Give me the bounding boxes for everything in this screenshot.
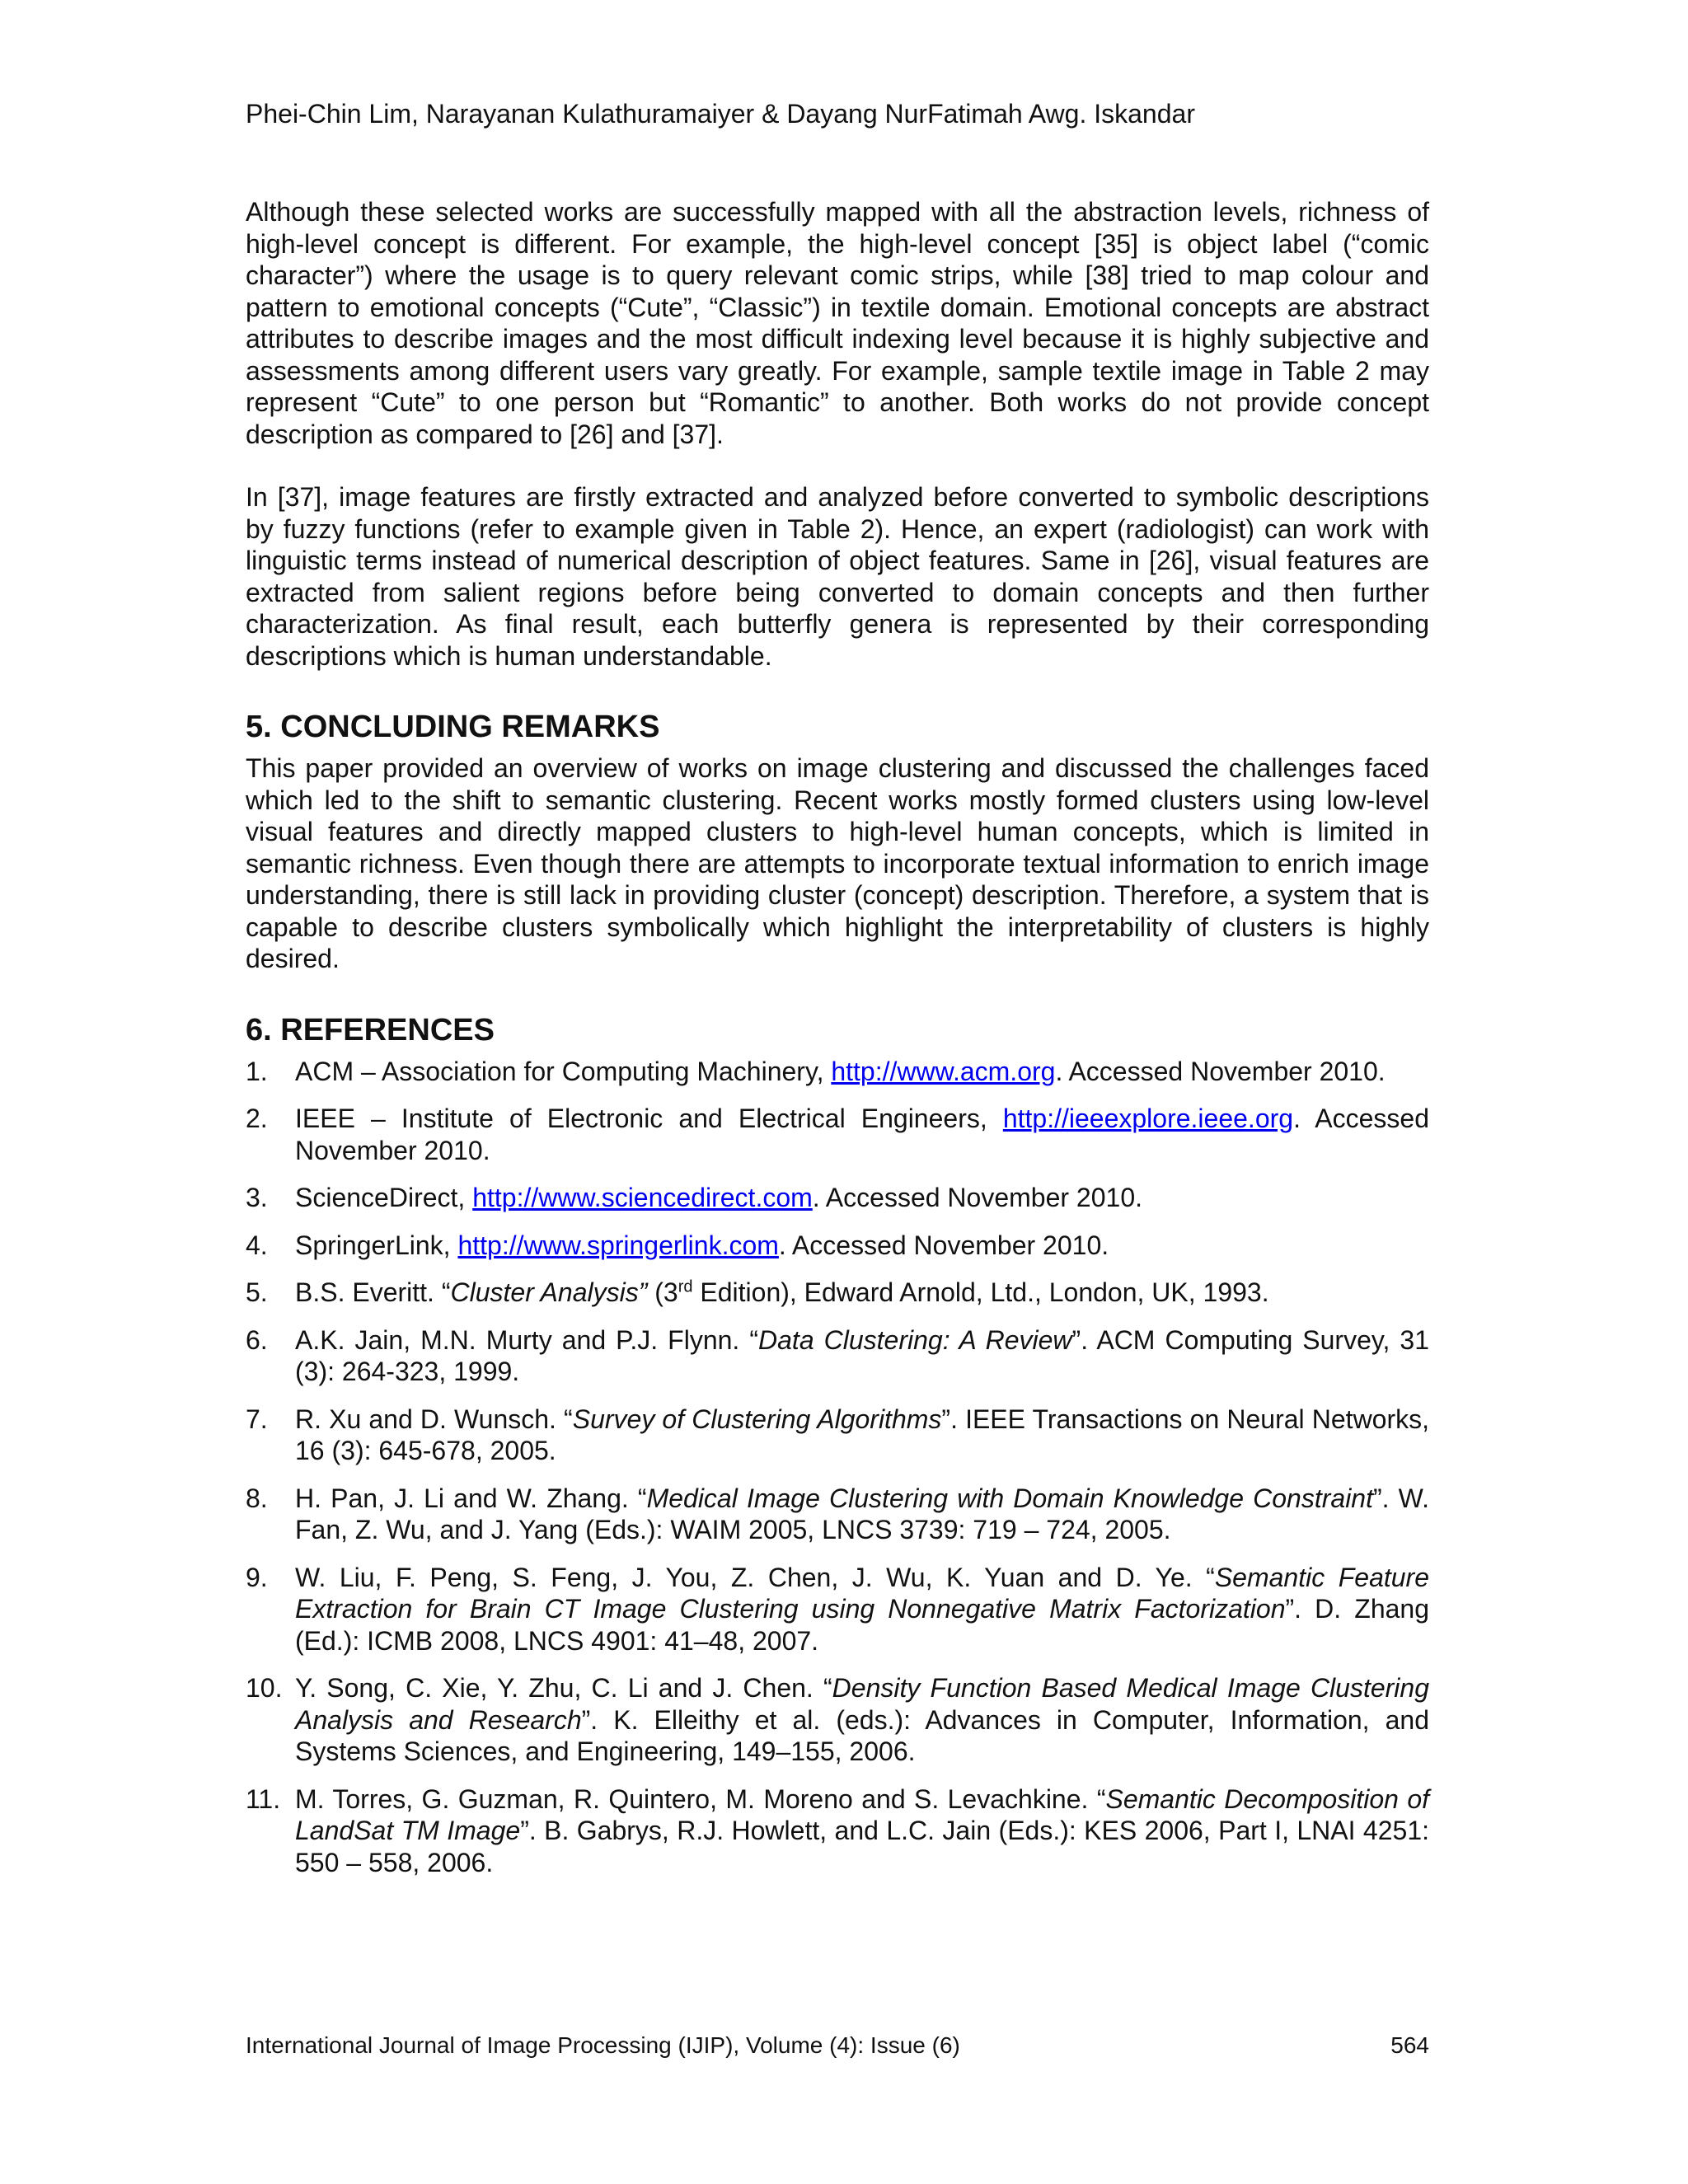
reference-link[interactable]: http://www.sciencedirect.com [472,1183,813,1212]
reference-text: ”. D. Zhang (Ed.): ICMB 2008, LNCS 4901: 41–48, 2007. [295,1594,1430,1656]
reference-text: . Accessed November 2010. [1055,1056,1386,1086]
reference-title: Cluster Analysis” [450,1277,648,1307]
reference-link[interactable]: http://www.springerlink.com [457,1230,779,1260]
reference-title: Semantic Decomposition of LandSat TM Image [295,1783,1430,1845]
reference-text: ”. IEEE Transactions on Neural Networks, 16 (3): 645-678, 2005. [295,1404,1430,1465]
reference-link[interactable]: http://www.acm.org [831,1056,1056,1086]
reference-title: Survey of Clustering Algorithms [572,1404,942,1434]
reference-text: A.K. Jain, M.N. Murty and P.J. Flynn. “ [295,1324,759,1355]
reference-item-4 [246,1230,1429,1262]
reference-item-1 [246,1056,1429,1088]
reference-text: ACM – Association for Computing Machinery, [295,1056,832,1086]
reference-text: H. Pan, J. Li and W. Zhang. “ [295,1483,647,1513]
reference-item-10 [246,1672,1429,1768]
reference-list [246,1056,1429,1879]
section-heading-concluding-remarks: 5. CONCLUDING REMARKS [246,710,660,744]
reference-text: . Accessed November 2010. [778,1230,1109,1260]
reference-text: ”. W. Fan, Z. Wu, and J. Yang (Eds.): WAIM 2005, LNCS 3739: 719 – 724, 2005. [295,1483,1430,1544]
reference-item-3 [246,1182,1429,1214]
reference-number: 1. [246,1056,268,1086]
reference-text: Y. Song, C. Xie, Y. Zhu, C. Li and J. Chen. “ [295,1673,832,1703]
reference-number: 5. [246,1277,268,1307]
reference-item-8 [246,1483,1429,1546]
reference-text: ScienceDirect, [295,1183,473,1212]
page-body [246,196,1429,1894]
reference-number: 11. [246,1783,281,1814]
reference-number: 3. [246,1183,268,1212]
reference-text: M. Torres, G. Guzman, R. Quintero, M. Moreno and S. Levachkine. “ [295,1783,1106,1814]
reference-number: 2. [246,1104,268,1133]
reference-title: Data Clustering: A Review [758,1324,1072,1355]
reference-text: SpringerLink, [295,1230,458,1260]
superscript: rd [678,1277,693,1296]
reference-item-9 [246,1562,1429,1657]
concluding-remarks-paragraph: This paper provided an overview of works on image clustering and discussed the challenges faced which led to the shift to semantic clustering. Recent works mostly formed clusters using low-level visual features and directly mapped clusters to high-level human concepts, which is limited in semantic richness. Even though there are attempts to incorporate textual information to enrich image understanding, there is still lack in providing cluster (concept) description. Therefore, a system that is capable to describe clusters symbolically which highlight the interpretability of clusters is highly desired. [246,753,1429,973]
reference-item-7 [246,1404,1429,1467]
reference-text: R. Xu and D. Wunsch. “ [295,1404,573,1434]
reference-text: (3 [647,1277,678,1307]
reference-link[interactable]: http://ieeexplore.ieee.org [1002,1104,1294,1133]
running-header: Phei-Chin Lim, Narayanan Kulathuramaiyer & Dayang NurFatimah Awg. Iskandar [246,99,1195,129]
reference-title: Semantic Feature Extraction for Brain CT Image Clustering using Nonnegative Matrix Factorization [295,1562,1430,1624]
reference-text: . Accessed November 2010. [812,1183,1142,1212]
section-heading-references: 6. REFERENCES [246,1012,495,1047]
reference-item-2 [246,1103,1429,1166]
reference-text: ”. ACM Computing Survey, 31 (3): 264-323, 1999. [295,1324,1430,1386]
reference-item-5 [246,1277,1429,1309]
page-number: 564 [1390,2032,1429,2058]
footer-journal: International Journal of Image Processing (IJIP), Volume (4): Issue (6) [246,2032,960,2058]
reference-number: 6. [246,1324,268,1355]
reference-text: W. Liu, F. Peng, S. Feng, J. You, Z. Chen, J. Wu, K. Yuan and D. Ye. “ [295,1562,1215,1592]
reference-item-6 [246,1324,1429,1388]
reference-number: 7. [246,1404,268,1434]
reference-item-11 [246,1783,1429,1879]
reference-text: . Accessed November 2010. [295,1104,1430,1165]
reference-number: 4. [246,1230,268,1260]
reference-number: 10. [246,1673,283,1703]
reference-text: ”. K. Elleithy et al. (eds.): Advances in Computer, Information, and Systems Sciences, and Engineering, 149–155, 2006. [295,1704,1430,1766]
reference-title: Medical Image Clustering with Domain Knowledge Constraint [646,1483,1373,1513]
reference-text: B.S. Everitt. “ [295,1277,451,1307]
reference-text: Edition), Edward Arnold, Ltd., London, UK, 1993. [692,1277,1269,1307]
reference-number: 9. [246,1562,268,1592]
reference-title: Density Function Based Medical Image Clustering Analysis and Research [295,1673,1430,1735]
reference-text: IEEE – Institute of Electronic and Electrical Engineers, [295,1104,1003,1133]
reference-number: 8. [246,1483,268,1513]
reference-text: ”. B. Gabrys, R.J. Howlett, and L.C. Jain (Eds.): KES 2006, Part I, LNAI 4251: 550 – 558, 2006. [295,1816,1430,1877]
body-paragraph-2: In [37], image features are firstly extracted and analyzed before converted to symbolic descriptions by fuzzy functions (refer to example given in Table 2). Hence, an expert (radiologist) can work with linguistic terms instead of numerical description of object features. Same in [26], visual features are extracted from salient regions before being converted to domain concepts and then further characterization. As final result, each butterfly genera is represented by their corresponding descriptions which is human understandable. [246,482,1429,671]
body-paragraph-1: Although these selected works are successfully mapped with all the abstraction levels, richness of high-level concept is different. For example, the high-level concept [35] is object label (“comic character”) where the usage is to query relevant comic strips, while [38] tried to map colour and pattern to emotional concepts (“Cute”, “Classic”) in textile domain. Emotional concepts are abstract attributes to describe images and the most difficult indexing level because it is highly subjective and assessments among different users vary greatly. For example, sample textile image in Table 2 may represent “Cute” to one person but “Romantic” to another. Both works do not provide concept description as compared to [26] and [37]. [246,197,1429,449]
